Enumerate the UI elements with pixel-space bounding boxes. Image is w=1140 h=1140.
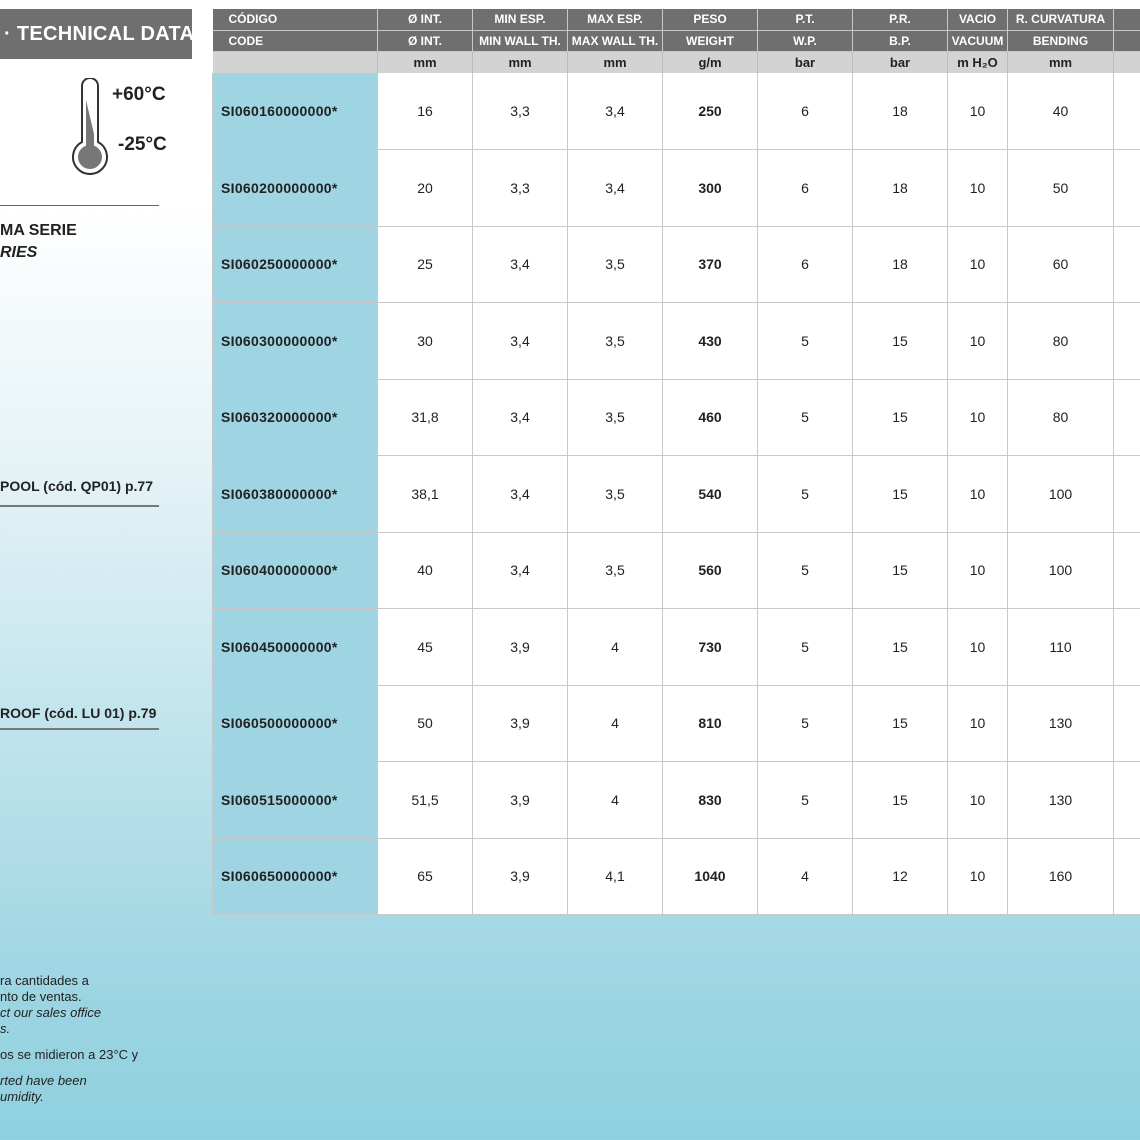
table-cell: 3,3 bbox=[473, 73, 568, 150]
table-cell: 1040 bbox=[663, 838, 758, 915]
table-cell bbox=[1114, 685, 1140, 762]
table-cell: 540 bbox=[663, 456, 758, 533]
table-cell: 38,1 bbox=[378, 456, 473, 533]
unit-cell: mm bbox=[378, 51, 473, 73]
table-cell: 3,4 bbox=[473, 226, 568, 303]
unit-cell: m H₂O bbox=[948, 51, 1008, 73]
table-cell: 430 bbox=[663, 303, 758, 380]
column-header: Ø INT. bbox=[378, 30, 473, 51]
table-cell: 15 bbox=[853, 303, 948, 380]
table-cell: 10 bbox=[948, 609, 1008, 686]
table-cell: 80 bbox=[1008, 379, 1114, 456]
product-code-cell: SI060300000000* bbox=[213, 303, 378, 380]
table-cell: 3,5 bbox=[568, 379, 663, 456]
column-header: CODE bbox=[213, 30, 378, 51]
table-cell: 10 bbox=[948, 73, 1008, 150]
note-line: ra cantidades a bbox=[0, 973, 89, 988]
technical-data-table bbox=[212, 9, 1140, 915]
header-row bbox=[213, 30, 1140, 51]
table-cell: 100 bbox=[1008, 532, 1114, 609]
table-cell bbox=[1114, 762, 1140, 839]
table-cell: 40 bbox=[378, 532, 473, 609]
table-cell: 15 bbox=[853, 685, 948, 762]
table-row bbox=[213, 685, 1140, 762]
table-cell: 15 bbox=[853, 456, 948, 533]
units-row bbox=[213, 51, 1140, 73]
table-cell: 10 bbox=[948, 379, 1008, 456]
table-cell: 5 bbox=[758, 303, 853, 380]
column-header: R. CURVATURA bbox=[1008, 9, 1114, 30]
column-header: WEIGHT bbox=[663, 30, 758, 51]
column-header: MAX ESP. bbox=[568, 9, 663, 30]
table-cell: 16 bbox=[378, 73, 473, 150]
footnotes bbox=[0, 973, 200, 1105]
divider bbox=[0, 205, 159, 206]
table-cell: 3,5 bbox=[568, 532, 663, 609]
table-cell: 31,8 bbox=[378, 379, 473, 456]
column-header: PESO bbox=[663, 9, 758, 30]
table-row bbox=[213, 226, 1140, 303]
unit-cell: g/m bbox=[663, 51, 758, 73]
table-cell: 5 bbox=[758, 456, 853, 533]
table-cell: 15 bbox=[853, 379, 948, 456]
table-cell: 3,5 bbox=[568, 303, 663, 380]
table-cell bbox=[1114, 73, 1140, 150]
table-cell bbox=[1114, 456, 1140, 533]
table-cell: 65 bbox=[378, 838, 473, 915]
product-code-cell: SI060650000000* bbox=[213, 838, 378, 915]
table-cell: 5 bbox=[758, 762, 853, 839]
table-cell: 15 bbox=[853, 532, 948, 609]
table-cell: 10 bbox=[948, 226, 1008, 303]
table-cell: 6 bbox=[758, 226, 853, 303]
column-header: Ø INT. bbox=[378, 9, 473, 30]
divider bbox=[0, 505, 159, 507]
unit-cell: bar bbox=[853, 51, 948, 73]
table-cell: 20 bbox=[378, 150, 473, 227]
column-header: VACIO bbox=[948, 9, 1008, 30]
temp-max: +60°C bbox=[112, 84, 166, 105]
note-line: ct our sales office bbox=[0, 1005, 102, 1020]
product-code-cell: SI060400000000* bbox=[213, 532, 378, 609]
table-cell: 6 bbox=[758, 150, 853, 227]
product-code-cell: SI060160000000* bbox=[213, 73, 378, 150]
table-cell: 3,9 bbox=[473, 762, 568, 839]
table-cell: 15 bbox=[853, 762, 948, 839]
table-cell: 10 bbox=[948, 456, 1008, 533]
table-cell: 730 bbox=[663, 609, 758, 686]
table-cell bbox=[1114, 226, 1140, 303]
table-cell: 50 bbox=[1008, 150, 1114, 227]
table-cell: 3,4 bbox=[568, 73, 663, 150]
table-row bbox=[213, 303, 1140, 380]
table-cell bbox=[1114, 838, 1140, 915]
note-line: rted have been bbox=[0, 1073, 87, 1088]
table-cell: 3,4 bbox=[473, 303, 568, 380]
column-header bbox=[1114, 9, 1140, 30]
table-cell: 5 bbox=[758, 379, 853, 456]
table-cell: 51,5 bbox=[378, 762, 473, 839]
column-header: MAX WALL TH. bbox=[568, 30, 663, 51]
table-cell: 5 bbox=[758, 685, 853, 762]
table-cell: 45 bbox=[378, 609, 473, 686]
product-code-cell: SI060320000000* bbox=[213, 379, 378, 456]
series-label-es: MA SERIE bbox=[0, 222, 77, 239]
table-cell: 160 bbox=[1008, 838, 1114, 915]
divider bbox=[0, 728, 159, 730]
table-cell: 10 bbox=[948, 303, 1008, 380]
table-cell: 18 bbox=[853, 226, 948, 303]
table-cell: 30 bbox=[378, 303, 473, 380]
table-cell: 560 bbox=[663, 532, 758, 609]
table-cell: 4 bbox=[568, 762, 663, 839]
unit-cell bbox=[213, 51, 378, 73]
column-header bbox=[1114, 30, 1140, 51]
product-code-cell: SI060250000000* bbox=[213, 226, 378, 303]
table-cell: 3,4 bbox=[473, 379, 568, 456]
table-cell: 810 bbox=[663, 685, 758, 762]
product-code-cell: SI060500000000* bbox=[213, 685, 378, 762]
table-cell: 10 bbox=[948, 685, 1008, 762]
header-row bbox=[213, 9, 1140, 30]
table-cell: 3,9 bbox=[473, 685, 568, 762]
table-row bbox=[213, 456, 1140, 533]
table-cell bbox=[1114, 150, 1140, 227]
table-cell: 15 bbox=[853, 609, 948, 686]
table-cell: 18 bbox=[853, 73, 948, 150]
table-row bbox=[213, 150, 1140, 227]
table-cell: 6 bbox=[758, 73, 853, 150]
product-code-cell: SI060200000000* bbox=[213, 150, 378, 227]
series-label-en: RIES bbox=[0, 244, 38, 261]
column-header: B.P. bbox=[853, 30, 948, 51]
table-row bbox=[213, 838, 1140, 915]
column-header: W.P. bbox=[758, 30, 853, 51]
table-cell: 18 bbox=[853, 150, 948, 227]
table-cell bbox=[1114, 609, 1140, 686]
table-cell: 100 bbox=[1008, 456, 1114, 533]
table-cell: 250 bbox=[663, 73, 758, 150]
table-row bbox=[213, 609, 1140, 686]
product-code-cell: SI060380000000* bbox=[213, 456, 378, 533]
unit-cell: mm bbox=[473, 51, 568, 73]
column-header: P.R. bbox=[853, 9, 948, 30]
table-cell: 3,5 bbox=[568, 456, 663, 533]
product-code-cell: SI060515000000* bbox=[213, 762, 378, 839]
table-cell: 3,4 bbox=[473, 532, 568, 609]
table-row bbox=[213, 762, 1140, 839]
temp-min: -25°C bbox=[118, 134, 167, 155]
table-row bbox=[213, 379, 1140, 456]
note-line: os se midieron a 23°C y bbox=[0, 1047, 139, 1062]
table-cell: 3,3 bbox=[473, 150, 568, 227]
note-line: nto de ventas. bbox=[0, 989, 82, 1004]
table-row bbox=[213, 73, 1140, 150]
unit-cell: bar bbox=[758, 51, 853, 73]
table-cell: 5 bbox=[758, 532, 853, 609]
table-cell: 300 bbox=[663, 150, 758, 227]
column-header: CÓDIGO bbox=[213, 9, 378, 30]
table-cell: 3,9 bbox=[473, 838, 568, 915]
table-cell: 130 bbox=[1008, 762, 1114, 839]
table-cell bbox=[1114, 532, 1140, 609]
table-cell: 3,4 bbox=[473, 456, 568, 533]
table-cell: 4 bbox=[568, 609, 663, 686]
table-cell: 80 bbox=[1008, 303, 1114, 380]
table-cell bbox=[1114, 303, 1140, 380]
table-cell: 370 bbox=[663, 226, 758, 303]
table-cell: 40 bbox=[1008, 73, 1114, 150]
table-cell: 60 bbox=[1008, 226, 1114, 303]
table-cell: 460 bbox=[663, 379, 758, 456]
table-cell: 25 bbox=[378, 226, 473, 303]
table-cell: 50 bbox=[378, 685, 473, 762]
column-header: VACUUM bbox=[948, 30, 1008, 51]
table-cell: 10 bbox=[948, 532, 1008, 609]
table-cell: 5 bbox=[758, 609, 853, 686]
unit-cell bbox=[1114, 51, 1140, 73]
table-cell: 3,5 bbox=[568, 226, 663, 303]
table-cell: 830 bbox=[663, 762, 758, 839]
table-cell: 10 bbox=[948, 838, 1008, 915]
link-pool[interactable]: POOL (cód. QP01) p.77 bbox=[0, 478, 154, 494]
note-line: umidity. bbox=[0, 1089, 44, 1104]
table-cell: 10 bbox=[948, 762, 1008, 839]
table-cell: 10 bbox=[948, 150, 1008, 227]
table-row bbox=[213, 532, 1140, 609]
column-header: P.T. bbox=[758, 9, 853, 30]
unit-cell: mm bbox=[1008, 51, 1114, 73]
column-header: MIN ESP. bbox=[473, 9, 568, 30]
table-cell: 3,4 bbox=[568, 150, 663, 227]
table-cell bbox=[1114, 379, 1140, 456]
unit-cell: mm bbox=[568, 51, 663, 73]
column-header: MIN WALL TH. bbox=[473, 30, 568, 51]
product-code-cell: SI060450000000* bbox=[213, 609, 378, 686]
table-cell: 12 bbox=[853, 838, 948, 915]
thermometer-icon bbox=[66, 78, 114, 180]
note-line: s. bbox=[0, 1021, 11, 1036]
table-body bbox=[213, 73, 1140, 915]
table-header bbox=[213, 9, 1140, 73]
table-cell: 4,1 bbox=[568, 838, 663, 915]
table-cell: 4 bbox=[568, 685, 663, 762]
table-cell: 110 bbox=[1008, 609, 1114, 686]
table-cell: 3,9 bbox=[473, 609, 568, 686]
section-header: · TECHNICAL DATA bbox=[0, 9, 192, 59]
column-header: BENDING bbox=[1008, 30, 1114, 51]
table-cell: 4 bbox=[758, 838, 853, 915]
table-cell: 130 bbox=[1008, 685, 1114, 762]
link-roof[interactable]: ROOF (cód. LU 01) p.79 bbox=[0, 705, 157, 721]
